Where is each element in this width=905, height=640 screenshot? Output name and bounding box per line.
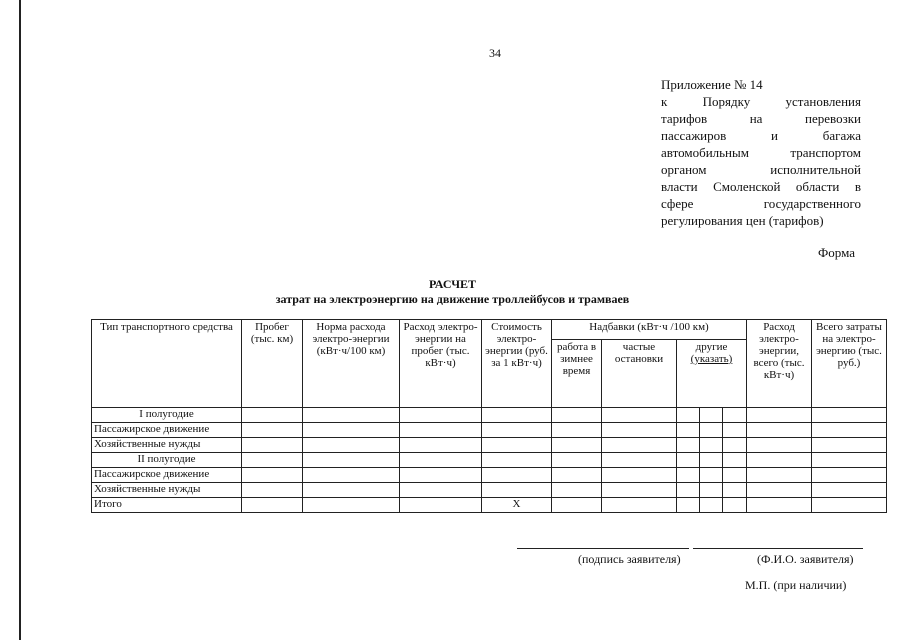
table-cell [552,438,602,453]
table-cell [552,468,602,483]
document-title: РАСЧЕТ [428,277,477,291]
header-other [677,340,747,408]
table-cell [400,408,482,423]
table-cell [812,468,887,483]
table-cell [602,453,677,468]
table-cell [303,453,400,468]
table-cell [602,438,677,453]
row-label: II полугодие [92,453,242,468]
cost-cell [482,453,552,468]
table-cell [812,483,887,498]
name-line [693,548,863,549]
table-cell [723,498,747,513]
table-cell [400,423,482,438]
table-cell [400,498,482,513]
table-cell [303,438,400,453]
row-label: Пассажирское движение [92,423,242,438]
header-frequent-stops: частые остановки [602,340,677,408]
table-row [92,438,887,453]
row-label: Хозяйственные нужды [92,483,242,498]
appendix-line-justified [661,127,861,144]
cost-cell [482,408,552,423]
appendix-word: перевозки [805,111,861,126]
appendix-word: исполнительной [770,162,861,177]
row-label: Пассажирское движение [92,468,242,483]
appendix-word: транспортом [790,145,861,160]
name-caption: (Ф.И.О. заявителя) [757,552,854,566]
document-subtitle: затрат на электроэнергию на движение троллейбусов и трамваев [275,292,630,306]
table-row [92,423,887,438]
table-cell [677,438,700,453]
table-cell [747,468,812,483]
table-body [92,408,887,513]
table-cell [747,498,812,513]
row-label: I полугодие [92,408,242,423]
table-cell [303,468,400,483]
table-cell [723,453,747,468]
appendix-word: власти [661,179,698,194]
table-cell [552,423,602,438]
table-cell [747,453,812,468]
table-cell [552,498,602,513]
table-cell [700,423,723,438]
page-margin-line [19,0,21,640]
appendix-word: Порядку [702,94,751,109]
signature-caption: (подпись заявителя) [578,552,681,566]
appendix-word: государственного [763,196,861,211]
appendix-word: Смоленской [713,179,781,194]
appendix-line: регулирования цен (тарифов) [661,213,824,228]
appendix-line-justified [661,144,861,161]
table-cell [812,423,887,438]
cost-cell [482,423,552,438]
header-winter-work: работа в зимнее время [552,340,602,408]
row-label: Хозяйственные нужды [92,438,242,453]
appendix-line-justified [661,195,861,212]
appendix-line-justified [661,178,861,195]
appendix-word: и [771,128,778,143]
table-cell [400,468,482,483]
header-mileage: Пробег (тыс. км) [242,320,303,408]
appendix-word: сфере [661,196,694,211]
table-cell [747,423,812,438]
appendix-word: тарифов [661,111,708,126]
table-cell [242,498,303,513]
appendix-line-justified [661,93,861,110]
header-other-text [691,341,733,365]
table-row [92,408,887,423]
signature-line [517,548,689,549]
table-cell [242,438,303,453]
table-cell [602,408,677,423]
page-number: 34 [489,46,501,60]
appendix-word: автомобильным [661,145,749,160]
appendix-word: в [854,179,861,194]
header-surcharges: Надбавки (кВт·ч /100 км) [552,320,747,340]
appendix-block [661,76,861,229]
table-cell [602,423,677,438]
table-cell [812,408,887,423]
row-label: Итого [92,498,242,513]
table-cell [303,498,400,513]
table-cell [677,453,700,468]
table-cell [747,483,812,498]
appendix-word: установления [785,94,861,109]
header-energy-cost: Стоимость электро-энергии (руб. за 1 кВт·ч) [482,320,552,408]
table-cell [242,468,303,483]
header-consumption-norm: Норма расхода электро-энергии (кВт·ч/100 км) [303,320,400,408]
table-row [92,468,887,483]
table-cell [723,483,747,498]
table-cell [677,498,700,513]
table-cell [677,468,700,483]
table-cell [700,468,723,483]
appendix-line: Приложение № 14 [661,77,763,92]
table-cell [242,408,303,423]
table-cell [812,498,887,513]
table-cell [700,408,723,423]
cost-cell [482,438,552,453]
table-cell [400,438,482,453]
table-cell [602,468,677,483]
table-cell [242,453,303,468]
appendix-word: области [795,179,840,194]
table-cell [602,498,677,513]
cost-cell: Х [482,498,552,513]
table-cell [552,483,602,498]
appendix-line-justified [661,161,861,178]
cost-cell [482,483,552,498]
table-cell [700,483,723,498]
appendix-word: пассажиров [661,128,727,143]
table-cell [552,408,602,423]
header-total-cost: Всего затраты на электро-энергию (тыс. руб.) [812,320,887,408]
table-cell [723,438,747,453]
table-cell [747,408,812,423]
appendix-word: органом [661,162,707,177]
form-label: Форма [818,245,855,260]
table-cell [400,483,482,498]
table-cell [812,453,887,468]
cost-cell [482,468,552,483]
table-cell [700,498,723,513]
header-total-consumption: Расход электро-энергии, всего (тыс. кВт·ч) [747,320,812,408]
appendix-line-justified [661,110,861,127]
table-row [92,483,887,498]
table-cell [242,483,303,498]
table-cell [400,453,482,468]
table-cell [747,438,812,453]
appendix-word: на [749,111,763,126]
table-cell [602,483,677,498]
table-cell [303,408,400,423]
appendix-word: багажа [822,128,861,143]
appendix-word: к [661,94,668,109]
table-cell [723,468,747,483]
table-cell [723,408,747,423]
header-consumption-on-mileage: Расход электро-энергии на пробег (тыс. кВт·ч) [400,320,482,408]
table-cell [700,453,723,468]
table-cell [552,453,602,468]
table-row [92,453,887,468]
table-cell [700,438,723,453]
table-cell [677,423,700,438]
calculation-table [91,319,887,513]
table-cell [242,423,303,438]
table-cell [677,408,700,423]
table-cell [677,483,700,498]
header-other-note: (указать) [690,353,733,365]
table-cell [303,483,400,498]
stamp-caption: М.П. (при наличии) [745,578,847,592]
header-other-word: другие [695,341,728,353]
header-vehicle-type: Тип транспортного средства [92,320,242,408]
table-cell [723,423,747,438]
table-cell [812,438,887,453]
table-row [92,498,887,513]
table-cell [303,423,400,438]
